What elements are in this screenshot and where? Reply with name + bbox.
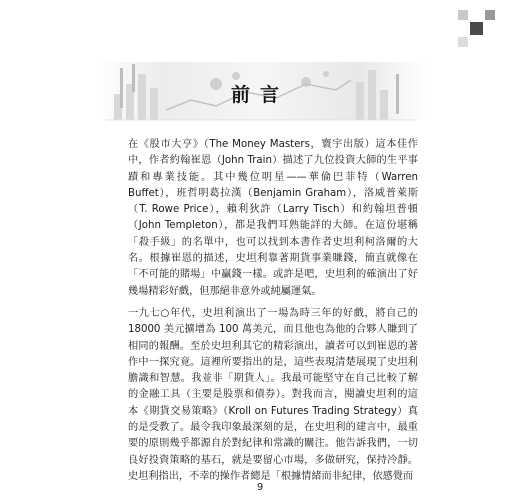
body-text xyxy=(128,137,418,485)
paragraph-2: 一九七○年代，史坦利演出了一場為時三年的好戲，將自己的 18000 美元擴增為 100 萬美元，而且他也為他的合夥人賺到了相同的報酬。至於史坦利其它的精彩演出，讀者可以到崔恩的著作中一探究竟。這裡所要指出的是，這些表現清楚展現了史坦利膽識和智慧。我並非「期貨人」。我最可能堅守在自己比較了解的金融工具（主要是股票和債券）。對我而言，閱讀史坦利的這本《期貨交易策略》（Kroll on Futures Trading Strategy）真的是受教了。最令我印象最深刻的是，在史坦利的建言中，最重要的原則幾乎都源自於對紀律和常識的關注。他告訴我們，一切良好投資策略的基石，就是要留心市場，多做研究，保持冷靜。史坦利指出，不幸的操作者總是「根據情緒而非紀律，依感覺而 xyxy=(128,307,418,482)
page-title: 前言 xyxy=(230,84,289,106)
page-number: 9 xyxy=(256,482,264,493)
corner-squares-decoration xyxy=(456,8,496,48)
paragraph-1: 在《股市大亨》（The Money Masters，寰宇出版）這本佳作中，作者約翰崔恩（John Train）描述了九位投資大師的生平事蹟和專業技能。其中幾位明星——華倫巴菲特（Warren Buffet），班哲明葛拉漢（Benjamin Graham），洛威普萊斯（T. Rowe Price），賴利狄許（Larry Tisch）和約翰坦普頓（John Templeton），都是我們耳熟能詳的大師。在這份堪稱「殺手級」的名單中，也可以找到本書作者史坦利柯洛爾的大名。根據崔恩的描述，史坦利靠著期貨事業賺錢，簡直就像在「不可能的賭場」中贏錢一樣。或許是吧，史坦利的確演出了好幾場精彩好戲，但那絕非意外或純屬運氣。 xyxy=(128,139,418,297)
